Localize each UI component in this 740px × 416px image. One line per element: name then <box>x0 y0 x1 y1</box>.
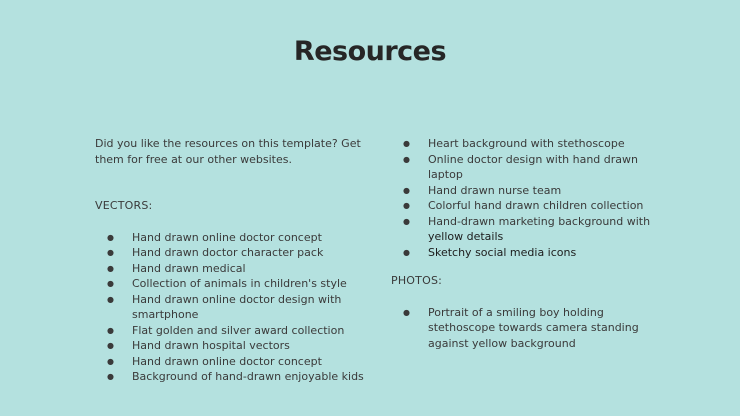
list-item[interactable]: ● Portrait of a smiling boy holding stethoscope towards camera standing against yellow background <box>391 305 661 352</box>
list-item[interactable] <box>391 214 661 245</box>
list-item[interactable]: ● Colorful hand drawn children collection <box>391 198 661 214</box>
list-item[interactable]: ● Hand drawn doctor character pack <box>95 245 365 261</box>
left-column <box>95 136 365 385</box>
vectors-list-continued <box>391 136 661 260</box>
vectors-label: VECTORS: <box>95 199 153 212</box>
list-item[interactable]: ● Online doctor design with hand drawn laptop <box>391 152 661 183</box>
vectors-list <box>95 230 365 385</box>
list-item[interactable]: ● Hand drawn medical <box>95 261 365 277</box>
list-item[interactable]: ● Hand drawn online doctor concept <box>95 230 365 246</box>
list-item[interactable]: ● Hand drawn online doctor concept <box>95 354 365 370</box>
list-item[interactable]: ● Sketchy social media icons <box>391 245 661 261</box>
list-item[interactable]: ● Flat golden and silver award collection <box>95 323 365 339</box>
list-item[interactable]: ● Hand drawn nurse team <box>391 183 661 199</box>
list-item[interactable]: ● Heart background with stethoscope <box>391 136 661 152</box>
marketing-line1: Hand-drawn marketing background with <box>428 214 651 228</box>
list-item[interactable]: ● Hand drawn hospital vectors <box>95 338 365 354</box>
list-item[interactable]: ● Background of hand-drawn enjoyable kids <box>95 369 365 385</box>
list-item[interactable]: ● Collection of animals in children's style <box>95 276 365 292</box>
photos-label: PHOTOS: <box>391 274 443 287</box>
list-item[interactable]: ● Hand drawn online doctor design with smartphone <box>95 292 365 323</box>
right-column <box>391 136 661 351</box>
intro-text: Did you like the resources on this template? Get them for free at our other websites. <box>95 137 361 166</box>
marketing-line2: yellow details <box>428 230 504 243</box>
page-title: Resources <box>293 36 447 67</box>
photos-list <box>391 305 661 352</box>
